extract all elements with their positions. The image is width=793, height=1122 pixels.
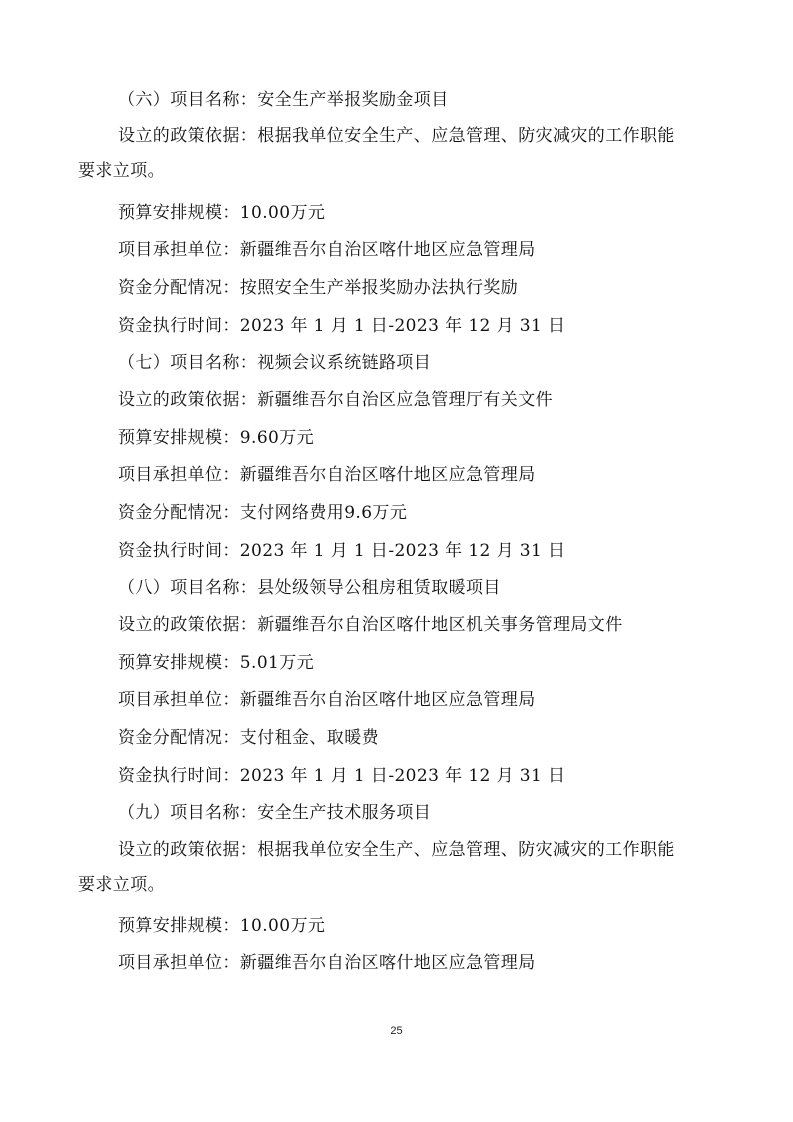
project-8-budget: 预算安排规模：5.01万元 (118, 653, 315, 673)
project-7-title: （七）项目名称：视频会议系统链路项目 (118, 353, 432, 373)
project-6-title: （六）项目名称：安全生产举报奖励金项目 (118, 90, 449, 110)
project-7-allocation: 资金分配情况：支付网络费用9.6万元 (118, 503, 408, 523)
project-9-budget: 预算安排规模：10.00万元 (118, 916, 326, 936)
project-8-title: （八）项目名称：县处级领导公租房租赁取暖项目 (118, 578, 501, 598)
project-6-budget: 预算安排规模：10.00万元 (118, 203, 326, 223)
project-7-budget: 预算安排规模：9.60万元 (118, 428, 315, 448)
project-9-policy-basis-continued: 要求立项。 (78, 875, 165, 895)
project-6-policy-basis-continued: 要求立项。 (78, 161, 165, 181)
project-8-policy-basis: 设立的政策依据：新疆维吾尔自治区喀什地区机关事务管理局文件 (118, 615, 623, 635)
project-6-execution-time: 资金执行时间：2023 年 1 月 1 日-2023 年 12 月 31 日 (118, 316, 566, 336)
project-6-allocation: 资金分配情况：按照安全生产举报奖励办法执行奖励 (118, 278, 519, 298)
page-number: 25 (390, 1025, 403, 1037)
project-7-unit: 项目承担单位：新疆维吾尔自治区喀什地区应急管理局 (118, 465, 536, 485)
project-9-unit: 项目承担单位：新疆维吾尔自治区喀什地区应急管理局 (118, 953, 536, 973)
project-8-unit: 项目承担单位：新疆维吾尔自治区喀什地区应急管理局 (118, 690, 536, 710)
project-8-execution-time: 资金执行时间：2023 年 1 月 1 日-2023 年 12 月 31 日 (118, 766, 566, 786)
project-6-policy-basis: 设立的政策依据：根据我单位安全生产、应急管理、防灾减灾的工作职能 (118, 126, 675, 146)
project-6-unit: 项目承担单位：新疆维吾尔自治区喀什地区应急管理局 (118, 240, 536, 260)
project-9-policy-basis: 设立的政策依据：根据我单位安全生产、应急管理、防灾减灾的工作职能 (118, 840, 675, 860)
project-7-execution-time: 资金执行时间：2023 年 1 月 1 日-2023 年 12 月 31 日 (118, 541, 566, 561)
project-8-allocation: 资金分配情况：支付租金、取暖费 (118, 728, 379, 748)
project-7-policy-basis: 设立的政策依据：新疆维吾尔自治区应急管理厅有关文件 (118, 390, 553, 410)
project-9-title: （九）项目名称：安全生产技术服务项目 (118, 803, 432, 823)
